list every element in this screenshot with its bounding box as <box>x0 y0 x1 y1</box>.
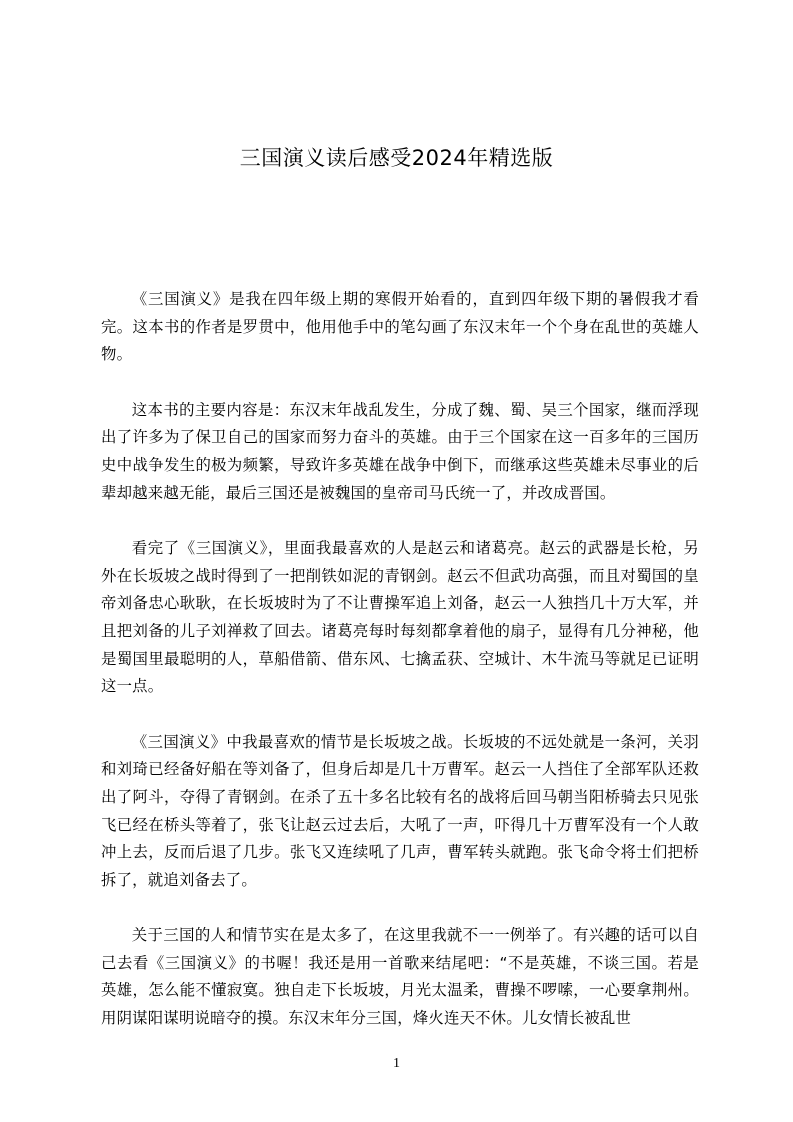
paragraph-5: 关于三国的人和情节实在是太多了，在这里我就不一一例举了。有兴趣的话可以自己去看《三国演义》的书喔！我还是用一首歌来结尾吧：“不是英雄，不谈三国。若是英雄，怎么能不懂寂寞。独自走下长坂坡，月光太温柔，曹操不啰嗦，一心要拿荆州。用阴谋阳谋明说暗夺的摸。东汉末年分三国，烽火连天不休。儿女情长被乱世 <box>101 926 699 1028</box>
page-number: 1 <box>393 1056 400 1071</box>
paragraph-1: 《三国演义》是我在四年级上期的寒假开始看的，直到四年级下期的暑假我才看完。这本书的作者是罗贯中，他用他手中的笔勾画了东汉末年一个个身在乱世的英雄人物。 <box>101 290 699 364</box>
paragraph-2: 这本书的主要内容是：东汉末年战乱发生，分成了魏、蜀、吴三个国家，继而浮现出了许多为了保卫自己的国家而努力奋斗的英雄。由于三个国家在这一百多年的三国历史中战争发生的极为频繁，导致许多英雄在战争中倒下，而继承这些英雄未尽事业的后辈却越来越无能，最后三国还是被魏国的皇帝司马氏统一了，并改成晋国。 <box>101 400 699 502</box>
paragraph-3: 看完了《三国演义》，里面我最喜欢的人是赵云和诸葛亮。赵云的武器是长枪，另外在长坂坡之战时得到了一把削铁如泥的青钢剑。赵云不但武功高强，而且对蜀国的皇帝刘备忠心耿耿，在长坂坡时为了不让曹操军追上刘备，赵云一人独挡几十万大军，并且把刘备的儿子刘禅救了回去。诸葛亮每时每刻都拿着他的扇子，显得有几分神秘，他是蜀国里最聪明的人，草船借箭、借东风、七擒孟获、空城计、木牛流马等就足已证明这一点。 <box>101 539 699 696</box>
document-title: 三国演义读后感受2024年精选版 <box>239 146 554 170</box>
document-body <box>101 286 699 1061</box>
paragraph-4: 《三国演义》中我最喜欢的情节是长坂坡之战。长坂坡的不远处就是一条河，关羽和刘琦已经备好船在等刘备了，但身后却是几十万曹军。赵云一人挡住了全部军队还救出了阿斗，夺得了青钢剑。在杀了五十多名比较有名的战将后回马朝当阳桥骑去只见张飞已经在桥头等着了，张飞让赵云过去后，大吼了一声，吓得几十万曹军没有一个人敢冲上去，反而后退了几步。张飞又连续吼了几声，曹军转头就跑。张飞命令将士们把桥拆了，就追刘备去了。 <box>101 732 699 889</box>
